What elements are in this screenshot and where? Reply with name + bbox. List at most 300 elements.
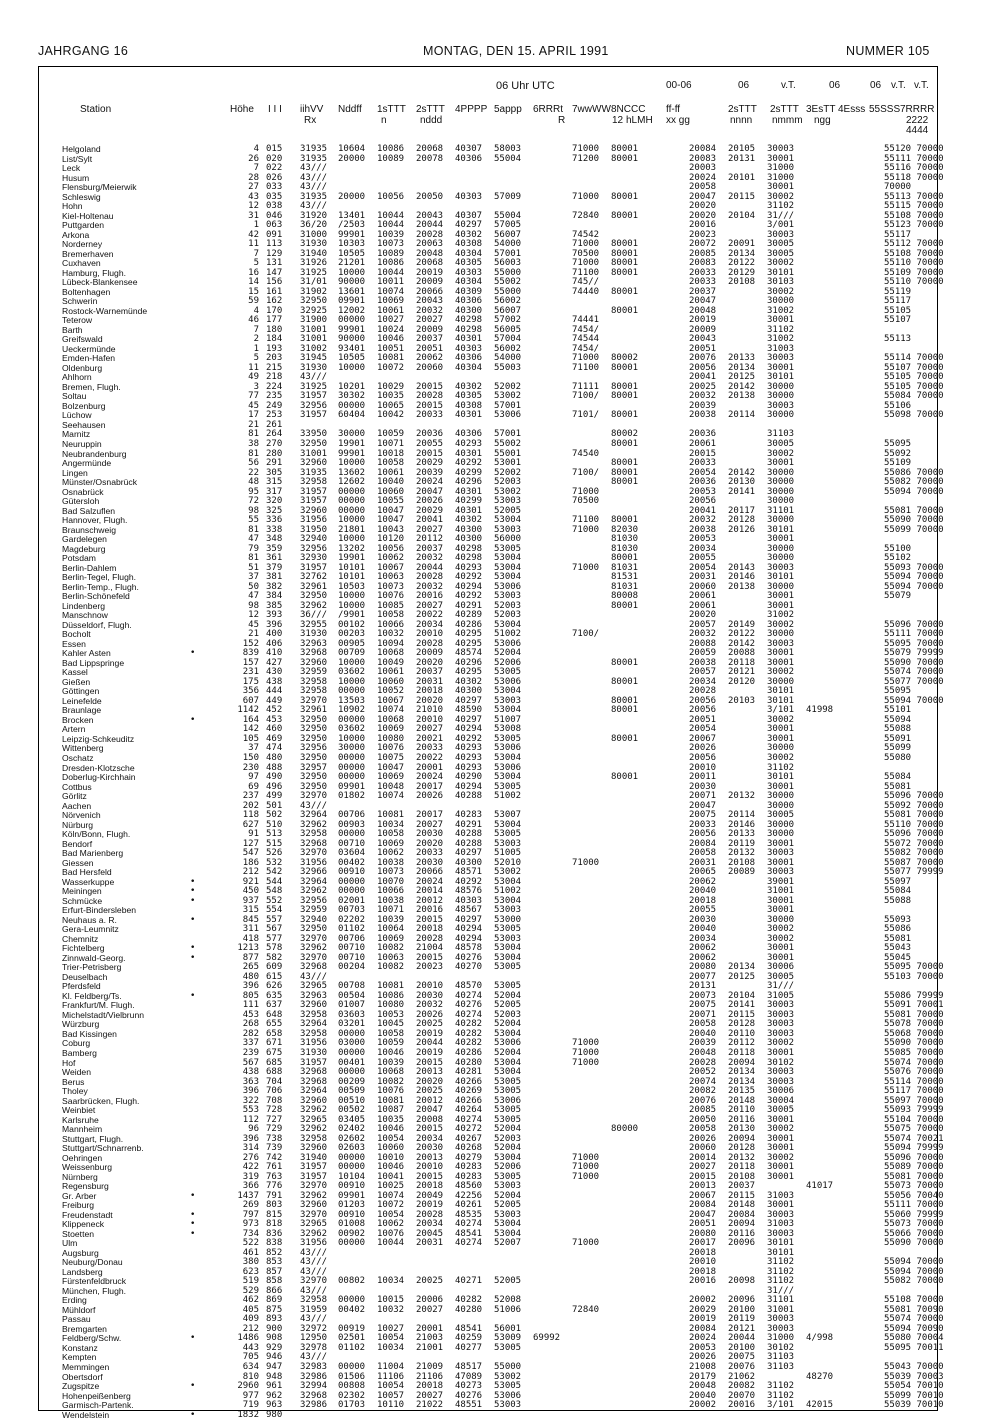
column-headers [38, 72, 938, 142]
cell-k: 20041 [689, 372, 717, 383]
cell-a: 32950 [300, 924, 328, 935]
cell-m: 30001 [767, 1133, 795, 1144]
cell-h: 71100 [572, 515, 600, 526]
table-row [38, 1095, 944, 1107]
cell-station: Braunschweig [62, 525, 116, 535]
cell-m: 31002 [767, 334, 795, 345]
table-row [38, 1333, 944, 1344]
cell-station: Trier-Petrisberg [62, 963, 122, 973]
cell-d: 20026 [416, 496, 444, 507]
cell-f: 56005 [494, 324, 522, 335]
cell-station: Weissenburg [62, 1163, 112, 1173]
table-row [38, 962, 944, 973]
cell-f: 56007 [494, 305, 522, 316]
cell-c: 10068 [377, 714, 405, 725]
table-row [38, 220, 944, 231]
cell-m: 30000 [767, 477, 795, 488]
cell-b: 10104 [338, 1171, 366, 1182]
cell-height: 31 [248, 210, 259, 221]
cell-p: 55082 70000 [884, 477, 944, 488]
cell-l: 21062 [728, 1371, 756, 1382]
cell-height: 27 [248, 182, 259, 193]
cell-f: 53005 [494, 543, 522, 554]
table-row [38, 410, 944, 421]
cell-b: 00000 [338, 686, 366, 697]
cell-k: 20062 [689, 952, 717, 963]
cell-f: 53003 [494, 1400, 522, 1411]
table-row [38, 1249, 938, 1259]
cell-e: 40305 [455, 258, 483, 269]
cell-id: 544 [266, 876, 283, 887]
cell-k: 20010 [689, 1257, 717, 1268]
cell-f: 53005 [494, 924, 522, 935]
cell-l: 20120 [728, 676, 756, 687]
cell-f: 57004 [494, 334, 522, 345]
cell-station: Gera-Leumnitz [62, 925, 119, 935]
cell-f: 57005 [494, 220, 522, 231]
cell-b: 10000 [338, 458, 366, 469]
cell-d: 20043 [416, 296, 444, 307]
cell-c: 10058 [377, 1028, 405, 1039]
cell-i: 80008 [611, 591, 639, 602]
cell-b: 00504 [338, 990, 366, 1001]
cell-m: 30001 [767, 648, 795, 659]
table-row [38, 1181, 944, 1192]
cell-station: Kassel [62, 668, 88, 678]
cell-station: Kiel-Holtenau [62, 211, 114, 221]
cell-id: 853 [266, 1257, 283, 1268]
cell-p: 55093 [884, 914, 912, 925]
cell-c: 10072 [377, 362, 405, 373]
cell-e: 40301 [455, 505, 483, 516]
cell-k: 20050 [689, 1114, 717, 1125]
cell-a: 32940 [300, 534, 328, 545]
cell-f: 52003 [494, 477, 522, 488]
cell-l: 20134 [728, 962, 756, 973]
table-row [38, 619, 944, 631]
cell-p: 55077 70000 [884, 676, 944, 687]
cell-f: 53004 [494, 619, 522, 630]
cell-f: 51005 [494, 848, 522, 859]
cell-station: Cuxhaven [62, 259, 101, 269]
cell-a: 31950 [300, 524, 328, 535]
cell-id: 393 [266, 610, 283, 621]
cell-l: 20070 [728, 1390, 756, 1401]
cell-station: Bamberg [62, 1048, 97, 1058]
cell-e: 40274 [455, 1219, 483, 1230]
cell-f: 53003 [494, 591, 522, 602]
cell-p: 55060 79999 [884, 1209, 944, 1220]
cell-f: 52006 [494, 657, 522, 668]
cell-e: 40292 [455, 572, 483, 583]
cell-e: 40306 [455, 353, 483, 364]
table-row [38, 1295, 944, 1306]
table-row [38, 1019, 944, 1030]
cell-d: 20019 [416, 267, 444, 278]
cell-m: 30102 [767, 1057, 795, 1068]
cell-e: 40307 [455, 210, 483, 221]
cell-m: 31102 [767, 1381, 795, 1392]
cell-id: 852 [266, 1247, 283, 1258]
cell-f: 57002 [494, 315, 522, 326]
table-row [38, 1304, 944, 1316]
cell-p: 55099 [884, 743, 912, 754]
cell-k: 20056 [689, 705, 717, 716]
cell-id: 776 [266, 1181, 283, 1192]
cell-l: 20108 [728, 1171, 756, 1182]
cell-height: 95 [248, 486, 259, 497]
cell-d: 20066 [416, 867, 444, 878]
cell-id: 818 [266, 1219, 283, 1230]
cell-n: 41998 [806, 705, 834, 716]
cell-b: 00802 [338, 1276, 366, 1287]
cell-station: Ulm [62, 1239, 78, 1249]
cell-p: 55114 70000 [884, 353, 944, 364]
cell-c: 10044 [377, 267, 405, 278]
table-row [38, 467, 944, 479]
nccc-heading: 8NCCC [611, 104, 646, 115]
table-row [38, 925, 938, 935]
cell-m: 30002 [767, 191, 795, 202]
cell-k: 20038 [689, 657, 717, 668]
cell-c: 10089 [377, 248, 405, 259]
cell-e: 40291 [455, 600, 483, 611]
cell-e: 40297 [455, 914, 483, 925]
cell-id: 929 [266, 1342, 283, 1353]
cell-a: 32950 [300, 591, 328, 602]
cell-l: 20100 [728, 1342, 756, 1353]
cell-station: Stuttgart/Schnarrenb. [62, 1144, 144, 1154]
cell-e: 40308 [455, 400, 483, 411]
cell-e: 40286 [455, 619, 483, 630]
cell-l: 20104 [728, 990, 756, 1001]
cell-p: 55079 [884, 591, 912, 602]
cell-d: 20018 [416, 924, 444, 935]
cell-e: 40297 [455, 220, 483, 231]
cell-station: Leck [62, 164, 81, 174]
cell-a: 32960 [300, 1095, 328, 1106]
cell-e: 40297 [455, 695, 483, 706]
cell-c: 10076 [377, 1228, 405, 1239]
cell-b: 99901 [338, 324, 366, 335]
cell-l: 20094 [728, 1219, 756, 1230]
cell-e: 48517 [455, 1362, 483, 1372]
cell-i: 80001 [611, 410, 639, 421]
cell-k: 20076 [689, 353, 717, 364]
cell-height: 522 [242, 1238, 259, 1249]
cell-id: 320 [266, 496, 283, 507]
table-row [38, 1190, 944, 1202]
cell-id: 315 [266, 477, 283, 488]
cell-b: /9901 [338, 610, 366, 621]
cell-d: 20025 [416, 1086, 444, 1097]
cell-a: 32958 [300, 1295, 328, 1306]
cell-p: 55118 70000 [884, 172, 944, 183]
cell-h: 71000 [572, 1238, 600, 1249]
cell-p: 55086 79999 [884, 990, 944, 1001]
cell-d: 20010 [416, 1162, 444, 1173]
cell-a: 32978 [300, 1342, 328, 1353]
cell-f: 53004 [494, 1228, 522, 1239]
cell-k: 20018 [689, 1247, 717, 1258]
table-row [38, 1028, 944, 1040]
cell-i: 80001 [611, 305, 639, 316]
cell-id: 400 [266, 629, 283, 640]
cell-p: 55081 [884, 781, 912, 792]
cell-e: 40293 [455, 438, 483, 449]
cell-m: 30002 [767, 258, 795, 269]
cell-height: 43 [248, 191, 259, 202]
cell-m: 30002 [767, 667, 795, 678]
cell-k: 20058 [689, 1124, 717, 1135]
cell-station: Freiburg [62, 1201, 94, 1211]
cell-a: 32986 [300, 1371, 328, 1382]
cell-b: 13202 [338, 543, 366, 554]
cell-height: 480 [242, 971, 259, 982]
cell-e: 40300 [455, 686, 483, 697]
cell-station: Landsberg [62, 1267, 103, 1277]
cell-height: 45 [248, 400, 259, 411]
cell-e: 40301 [455, 448, 483, 459]
cell-height: 112 [242, 1114, 259, 1125]
table-row [38, 754, 938, 764]
rrrt-heading: 6RRRt [533, 104, 564, 115]
cell-d: 20013 [416, 1152, 444, 1163]
station-heading: Station [80, 104, 112, 115]
cell-k: 20075 [689, 810, 717, 821]
cell-station: Weinbiet [62, 1106, 96, 1116]
cell-k: 20033 [689, 267, 717, 278]
cell-f: 51006 [494, 1304, 522, 1315]
cell-p: 55095 70011 [884, 1342, 944, 1353]
cell-id: 381 [266, 572, 283, 583]
cell-a: 31930 [300, 1047, 328, 1058]
h06c-heading: 06 [870, 80, 882, 91]
cell-c: 10081 [377, 353, 405, 364]
cell-id: 180 [266, 324, 283, 335]
cell-f: 53004 [494, 772, 522, 783]
cell-c: 10054 [377, 1209, 405, 1220]
cell-i: 80001 [611, 515, 639, 526]
cell-f: 53009 [494, 1333, 522, 1344]
cell-b: 03604 [338, 848, 366, 859]
cell-height: 55 [248, 515, 259, 526]
cell-id: 742 [266, 1152, 283, 1163]
cell-e: 40297 [455, 714, 483, 725]
cell-d: 21004 [416, 943, 444, 954]
cell-height: 5 [253, 258, 259, 269]
cell-m: 30003 [767, 562, 795, 573]
cell-p: 55095 70000 [884, 962, 944, 973]
cell-c: 10051 [377, 343, 405, 354]
cell-l: 20119 [728, 1314, 756, 1325]
cell-height: 111 [242, 1000, 259, 1011]
cell-d: 20049 [416, 1190, 444, 1201]
cell-b: 12002 [338, 305, 366, 316]
cell-l: 20104 [728, 210, 756, 221]
cell-station: Ueckermünde [62, 344, 116, 354]
cell-station: Artern [62, 725, 86, 735]
cell-c: 10069 [377, 296, 405, 307]
cell-k: 20016 [689, 1276, 717, 1287]
cell-f: 51002 [494, 886, 522, 897]
cell-id: 261 [266, 419, 283, 430]
cell-d: 20044 [416, 220, 444, 231]
cell-station: Hannover, Flugh. [62, 516, 128, 526]
cell-b: 03201 [338, 1019, 366, 1030]
cell-id: 480 [266, 753, 283, 763]
cell-d: 20048 [416, 248, 444, 259]
cell-k: 20011 [689, 772, 717, 783]
cell-p: 55074 70000 [884, 667, 944, 678]
cell-k: 20030 [689, 914, 717, 925]
cell-station: Garmisch-Partenk. [62, 1401, 134, 1411]
cell-c: 10044 [377, 220, 405, 231]
table-row [38, 906, 938, 916]
cell-e: 40298 [455, 553, 483, 564]
cell-c: 10047 [377, 505, 405, 516]
cell-id: 444 [266, 686, 283, 697]
cell-height: 2960 [237, 1381, 259, 1392]
cell-id: 170 [266, 305, 283, 316]
cell-f: 52003 [494, 1133, 522, 1144]
cell-k: 20074 [689, 1076, 717, 1087]
cell-id: 348 [266, 534, 283, 545]
cell-b: 99901 [338, 448, 366, 459]
cell-id: 449 [266, 695, 283, 706]
cell-b: 30000 [338, 429, 366, 440]
cell-p: 55075 70000 [884, 1124, 944, 1135]
cell-f: 53004 [494, 1028, 522, 1039]
cell-f: 53003 [494, 905, 522, 916]
cell-e: 48578 [455, 943, 483, 954]
table-row [38, 477, 944, 488]
cell-p: 55098 70000 [884, 410, 944, 421]
cell-b: 10000 [338, 676, 366, 687]
wwww-heading: 7wwWW [572, 104, 611, 115]
cell-d: 20027 [416, 724, 444, 735]
cell-station: Mühldorf [62, 1305, 96, 1315]
cell-b: 00903 [338, 819, 366, 830]
cell-mark: • [190, 886, 196, 897]
cell-k: 20053 [689, 486, 717, 497]
pppp-heading: 4PPPP [455, 104, 488, 115]
cell-a: 32950 [300, 753, 328, 763]
cell-b: 00000 [338, 714, 366, 725]
cell-e: 40306 [455, 429, 483, 440]
cell-a: 31925 [300, 381, 328, 392]
cell-d: 20051 [416, 343, 444, 354]
cell-f: 53005 [494, 1342, 522, 1353]
cell-mark: • [190, 876, 196, 887]
cell-k: 20053 [689, 534, 717, 545]
cell-a: 32960 [300, 505, 328, 516]
cell-d: 21009 [416, 1362, 444, 1372]
cell-d: 20001 [416, 1323, 444, 1334]
cell-f: 55000 [494, 267, 522, 278]
cell-height: 553 [242, 1105, 259, 1116]
cell-c: 10010 [377, 1152, 405, 1163]
cell-k: 20056 [689, 496, 717, 507]
cell-e: 40288 [455, 829, 483, 840]
cell-height: 607 [242, 695, 259, 706]
cell-station: Regensburg [62, 1182, 109, 1192]
cell-height: 37 [248, 743, 259, 754]
cell-m: 30101 [767, 572, 795, 583]
cell-m: 31000 [767, 1333, 795, 1344]
cell-p: 55094 [884, 714, 912, 725]
cell-m: 30003 [767, 229, 795, 240]
cell-f: 57001 [494, 248, 522, 259]
cell-c: 10058 [377, 829, 405, 840]
cell-a: 31956 [300, 1038, 328, 1049]
cell-i: 80001 [611, 210, 639, 221]
cell-height: 98 [248, 505, 259, 516]
cell-a: 32962 [300, 943, 328, 954]
cell-b: 01802 [338, 791, 366, 802]
cell-d: 20018 [416, 1381, 444, 1392]
cell-i: 80002 [611, 353, 639, 364]
cell-c: 10061 [377, 305, 405, 316]
cell-station: Puttgarden [62, 221, 105, 231]
cell-station: Flensburg/Meierwik [62, 183, 137, 193]
cell-height: 77 [248, 391, 259, 402]
cell-a: 32970 [300, 791, 328, 802]
cell-id: 502 [266, 810, 283, 821]
cell-c: 10072 [377, 1200, 405, 1211]
cell-a: 31957 [300, 410, 328, 421]
cell-d: 20024 [416, 477, 444, 488]
cell-b: 00000 [338, 505, 366, 516]
cell-station: Zinnwald-Georg. [62, 953, 126, 963]
cell-m: 31001 [767, 886, 795, 897]
cell-b: 00910 [338, 867, 366, 878]
cell-id: 015 [266, 144, 283, 154]
cell-f: 56007 [494, 229, 522, 240]
cell-b: 10000 [338, 600, 366, 611]
table-row [38, 887, 938, 897]
cell-b: 00000 [338, 496, 366, 507]
cell-h: 70500 [572, 248, 600, 259]
cell-l: 20110 [728, 1105, 756, 1116]
cell-d: 20027 [416, 524, 444, 535]
cell-c: 10039 [377, 1057, 405, 1068]
cell-d: 20015 [416, 1057, 444, 1068]
cell-k: 20055 [689, 905, 717, 916]
cell-e: 40270 [455, 962, 483, 973]
table-row [38, 1411, 938, 1421]
cell-b: 90000 [338, 334, 366, 345]
cell-m: 30001 [767, 600, 795, 611]
cell-m: 30001 [767, 895, 795, 906]
cell-l: 20101 [728, 172, 756, 183]
cell-e: 40304 [455, 248, 483, 259]
cell-f: 57001 [494, 429, 522, 440]
cell-id: 961 [266, 1381, 283, 1392]
cell-d: 20027 [416, 1390, 444, 1401]
cell-c: 10047 [377, 762, 405, 773]
cell-id: 510 [266, 819, 283, 830]
cell-p: 55102 [884, 553, 912, 564]
cell-f: 53005 [494, 829, 522, 840]
cell-d: 20027 [416, 1304, 444, 1315]
cell-a: 32968 [300, 962, 328, 973]
cell-p: 55072 70000 [884, 838, 944, 849]
cell-p: 55043 [884, 943, 912, 954]
cell-d: 20032 [416, 553, 444, 564]
cell-c: 10048 [377, 781, 405, 792]
cell-station: München, Flugh. [62, 1286, 127, 1296]
